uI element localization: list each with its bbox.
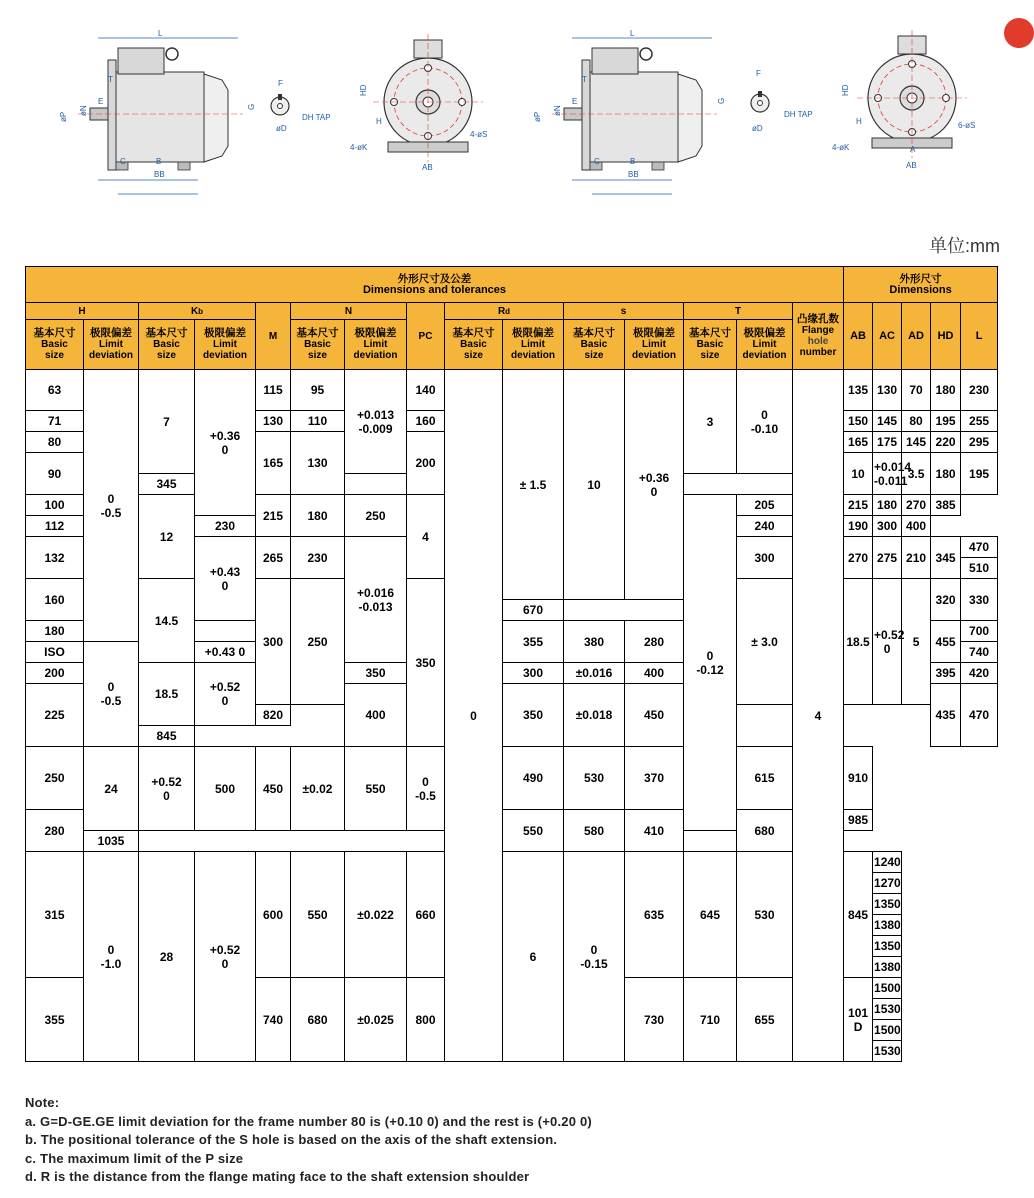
cell-n-dev: +0.013 -0.009 [345, 370, 407, 474]
cell-h: 355 [26, 978, 84, 1062]
cell-l: 400 [902, 516, 931, 537]
cell-n-dev: ±0.016 [564, 663, 625, 684]
end-view-1 [373, 34, 483, 162]
cell-n-dev: +0.014 -0.011 [873, 453, 902, 495]
cell-l: 385 [931, 495, 961, 516]
notes [25, 1094, 592, 1187]
cell-pc: 160 [407, 411, 445, 432]
cell-k: 12 [139, 495, 195, 579]
label-A-2: A [910, 145, 916, 154]
cell-h: 280 [26, 810, 84, 852]
cell-r-dev: ± 3.0 [737, 579, 793, 705]
label-H-1: H [376, 117, 382, 126]
cell-hd: 270 [902, 495, 931, 516]
cell-ab: 180 [931, 453, 961, 495]
header-flange: 凸缘孔数 Flange hole number [793, 303, 844, 370]
cell-m: 350 [345, 663, 407, 684]
cell-ad: 655 [737, 978, 793, 1062]
cell-hd: 195 [931, 411, 961, 432]
cell-h-dev: 0 -0.5 [84, 642, 139, 747]
cell-pc: 400 [625, 663, 684, 684]
cell-hd: 101 D [844, 978, 873, 1062]
cell-h: 71 [26, 411, 84, 432]
label-K-2: 4-øK [832, 143, 850, 152]
cell-l: 820 [256, 705, 291, 726]
note-b: b. The positional tolerance of the S hole is based on the axis of the shaft extension. [25, 1132, 558, 1148]
label-BB-2: BB [628, 170, 639, 179]
cell-ac: 420 [961, 663, 998, 684]
dimensions-table [25, 266, 998, 1062]
label-T-1: T [108, 75, 113, 84]
cell-l: 1035 [84, 831, 139, 852]
cell-ab: 205 [737, 495, 793, 516]
header-limit-dev: 极限偏差 Limit deviation [625, 320, 684, 370]
unit-label: 单位:mm [929, 236, 1000, 256]
cell-pc: 800 [407, 978, 445, 1062]
end-view-2 [857, 30, 967, 158]
header-basic-size: 基本尺寸 Basic size [26, 320, 84, 370]
cell-h-dev: 0 -0.5 [84, 370, 139, 642]
label-G-1: G [247, 103, 256, 110]
cell-n: 250 [291, 579, 345, 705]
cell-k-dev: +0.43 0 [195, 642, 256, 663]
cell-pc: 300 [737, 537, 793, 579]
cell-h: 90 [26, 453, 84, 495]
cell-l: 700 [961, 621, 998, 642]
cell-ab: 230 [195, 516, 256, 537]
cell-n: 550 [291, 852, 345, 978]
cell-n: 450 [256, 747, 291, 831]
cell-n: 350 [503, 684, 564, 747]
cell-ad: 190 [844, 516, 873, 537]
cell-n-dev: +0.016 -0.013 [345, 537, 407, 663]
cell-l: 670 [503, 600, 564, 621]
cell-r: 0 [445, 370, 503, 1062]
header-basic-size: 基本尺寸 Basic size [684, 320, 737, 370]
cell-ab: 730 [625, 978, 684, 1062]
cell-hd: 845 [844, 852, 873, 978]
cell-l: 510 [961, 558, 998, 579]
cell-n: 680 [291, 978, 345, 1062]
cell-h: 100 [26, 495, 84, 516]
cell-pc: 250 [345, 495, 407, 537]
note-c: c. The maximum limit of the P size [25, 1150, 244, 1166]
cell-s-dev: +0.36 0 [625, 370, 684, 600]
header-PC: PC [407, 303, 445, 370]
cell-l: 1350 [873, 936, 902, 957]
cell-h-dev: 0 -0.5 [407, 747, 445, 831]
label-DH-2: DH TAP [784, 110, 813, 119]
label-P-2: øP [533, 111, 542, 122]
cell-s-dev: +0.52 0 [873, 579, 902, 705]
cell-k: 18.5 [139, 663, 195, 726]
cell-n: 300 [503, 663, 564, 684]
label-E-1: E [98, 97, 104, 106]
cell-s: 10 [564, 370, 625, 600]
cell-m: 740 [256, 978, 291, 1062]
cell-ac: 275 [873, 537, 902, 579]
cell-ad: 530 [737, 852, 793, 978]
label-L-2: L [630, 29, 635, 38]
header-AB: AB [844, 303, 873, 370]
cell-ac: 380 [564, 621, 625, 663]
header-N: N [291, 303, 407, 320]
label-L-1: L [158, 29, 163, 38]
cell-hd: 345 [931, 537, 961, 579]
cell-h: 315 [26, 852, 84, 978]
cell-k-dev [195, 621, 256, 642]
label-G-2: G [717, 97, 726, 104]
cell-n-dev: ±0.025 [345, 978, 407, 1062]
cell-ad: 80 [902, 411, 931, 432]
cell-ab: 435 [931, 684, 961, 747]
cell-m: 600 [256, 852, 291, 978]
cell-h: 63 [26, 370, 84, 411]
cell-t: 6 [503, 852, 564, 1062]
header-AD: AD [902, 303, 931, 370]
cell-m: 400 [345, 684, 407, 747]
label-N-1: øN [79, 105, 88, 116]
header-T: T [684, 303, 793, 320]
label-P-1: øP [59, 111, 68, 122]
cell-ab: 150 [844, 411, 873, 432]
cell-pc: 450 [625, 684, 684, 747]
header-dims: 外形尺寸 Dimensions [844, 267, 998, 303]
cell-l: 985 [844, 810, 873, 831]
header-M: M [256, 303, 291, 370]
cell-pc: 660 [407, 852, 445, 978]
cell-k: 7 [139, 370, 195, 474]
label-F-2: F [756, 69, 761, 78]
cell-k-dev: +0.36 0 [195, 370, 256, 516]
cell-m: 300 [256, 579, 291, 705]
cell-k: 24 [84, 747, 139, 831]
cell-ab: 490 [503, 747, 564, 810]
header-limit-dev: 极限偏差 Limit deviation [345, 320, 407, 370]
cell-t-dev: 0 -0.10 [737, 370, 793, 474]
cell-n: 110 [291, 411, 345, 432]
cell-h: 112 [26, 516, 84, 537]
header-basic-size: 基本尺寸 Basic size [564, 320, 625, 370]
label-C-2: C [594, 157, 600, 166]
cell-t: 3 [684, 370, 737, 474]
label-H-2: H [856, 117, 862, 126]
cell-ac: 645 [684, 852, 737, 978]
label-D-1: øD [276, 124, 287, 133]
cell-t-dev: 0 -0.15 [564, 852, 625, 1062]
cell-ad: 210 [902, 537, 931, 579]
cell-m: 115 [256, 370, 291, 411]
corner-accent-badge [1004, 18, 1034, 48]
cell-ac: 240 [737, 516, 793, 537]
label-B-2: B [630, 157, 636, 166]
cell-hd: 455 [931, 621, 961, 663]
label-AB-1: AB [422, 163, 433, 172]
cell-l: 740 [961, 642, 998, 663]
cell-ab: 635 [625, 852, 684, 978]
label-D-2: øD [752, 124, 763, 133]
table-row [26, 852, 998, 873]
header-AC: AC [873, 303, 902, 370]
cell-pc: 200 [407, 432, 445, 495]
cell-s: 18.5 [844, 579, 873, 705]
table-row [26, 370, 998, 411]
cell-hd: 680 [737, 810, 793, 852]
header-basic-size: 基本尺寸 Basic size [291, 320, 345, 370]
cell-l: 910 [844, 747, 873, 810]
header-limit-dev: 极限偏差 Limit deviation [503, 320, 564, 370]
cell-h: 80 [26, 432, 84, 453]
cell-ad: 145 [902, 432, 931, 453]
note-d: d. R is the distance from the flange mating face to the shaft extension shoulder [25, 1169, 530, 1185]
cell-ac: 470 [961, 684, 998, 747]
header-dims-tolerances: 外形尺寸及公差 Dimensions and tolerances [26, 267, 844, 303]
label-DH-1: DH TAP [302, 113, 331, 122]
label-HD-2: HD [841, 84, 850, 96]
header-L: L [961, 303, 998, 370]
cell-ad: 70 [902, 370, 931, 411]
cell-l: 255 [961, 411, 998, 432]
cell-m: 130 [256, 411, 291, 432]
cell-m: 165 [256, 432, 291, 495]
label-T-2: T [582, 75, 587, 84]
cell-h: 200 [26, 663, 84, 684]
cell-h: 160 [26, 579, 84, 621]
cell-t: 5 [902, 579, 931, 705]
label-K-1: 4-øK [350, 143, 368, 152]
label-BB-1: BB [154, 170, 165, 179]
cell-l: 1500 [873, 1020, 902, 1041]
cell-pc: 350 [407, 579, 445, 747]
header-R: $R^d$ [445, 303, 564, 320]
cell-ab: 135 [844, 370, 873, 411]
cell-l: 1500 [873, 978, 902, 999]
label-HD-1: HD [359, 84, 368, 96]
cell-k: 14.5 [139, 579, 195, 663]
header-row-2 [26, 303, 998, 320]
technical-drawings [0, 0, 1020, 200]
cell-ac: 175 [873, 432, 902, 453]
cell-m: 215 [256, 495, 291, 537]
cell-hd: 180 [931, 370, 961, 411]
cell-l: 1530 [873, 1041, 902, 1062]
cell-ad: 280 [625, 621, 684, 663]
cell-ab: 165 [844, 432, 873, 453]
header-HD: HD [931, 303, 961, 370]
cell-n: 180 [291, 495, 345, 537]
notes-title: Note: [25, 1095, 60, 1110]
cell-ab: 270 [844, 537, 873, 579]
cell-pc: 140 [407, 370, 445, 411]
cell-flange: 4 [793, 370, 844, 1062]
cell-l: 1380 [873, 915, 902, 936]
header-limit-dev: 极限偏差 Limit deviation [84, 320, 139, 370]
cell-hd: 300 [873, 516, 902, 537]
cell-h: 225 [26, 684, 84, 747]
cell-h: 132 [26, 537, 84, 579]
cell-r-dev: ± 1.5 [503, 370, 564, 600]
header-basic-size: 基本尺寸 Basic size [139, 320, 195, 370]
cell-ac: 215 [844, 495, 873, 516]
header-K: $K^b$ [139, 303, 256, 320]
cell-k: 28 [139, 852, 195, 1062]
label-C-1: C [120, 157, 126, 166]
label-N-2: øN [553, 105, 562, 116]
label-E-2: E [572, 97, 578, 106]
cell-k-dev: +0.52 0 [139, 747, 195, 831]
cell-ad: 410 [625, 810, 684, 852]
cell-ac: 530 [564, 747, 625, 810]
cell-m: 500 [195, 747, 256, 831]
table-row [26, 747, 998, 810]
cell-l: 1270 [873, 873, 902, 894]
cell-n-dev: ±0.022 [345, 852, 407, 978]
cell-k-dev: +0.43 0 [195, 537, 256, 621]
cell-n: 230 [291, 537, 345, 579]
cell-l: 1380 [873, 957, 902, 978]
label-AB-2: AB [906, 161, 917, 170]
cell-ac: 195 [961, 453, 998, 495]
header-basic-size: 基本尺寸 Basic size [445, 320, 503, 370]
cell-ac: 710 [684, 978, 737, 1062]
cell-ad: 180 [873, 495, 902, 516]
cell-k: 10 [844, 453, 873, 495]
cell-l: 1350 [873, 894, 902, 915]
cell-l: 345 [139, 474, 195, 495]
label-B-1: B [156, 157, 162, 166]
cell-ac: 130 [873, 370, 902, 411]
header-S: s [564, 303, 684, 320]
cell-t: 4 [407, 495, 445, 579]
cell-h: 180 [26, 621, 84, 642]
cell-ab: 550 [503, 810, 564, 852]
cell-h: ISO [26, 642, 84, 663]
cell-pc: 550 [345, 747, 407, 831]
cell-l: 230 [961, 370, 998, 411]
cell-l: 1530 [873, 999, 902, 1020]
cell-ad: 370 [625, 747, 684, 810]
cell-l: 470 [961, 537, 998, 558]
header-limit-dev: 极限偏差 Limit deviation [195, 320, 256, 370]
cell-k-dev: +0.52 0 [195, 852, 256, 1062]
cell-ac: 145 [873, 411, 902, 432]
cell-hd: 220 [931, 432, 961, 453]
cell-l: 295 [961, 432, 998, 453]
cell-n-dev: ±0.02 [291, 747, 345, 831]
header-limit-dev: 极限偏差 Limit deviation [737, 320, 793, 370]
cell-l: 1240 [873, 852, 902, 873]
cell-ab: 320 [931, 579, 961, 621]
cell-ac: 330 [961, 579, 998, 621]
cell-t: 3.5 [902, 453, 931, 495]
cell-t-dev: 0 -0.12 [684, 495, 737, 831]
cell-m: 265 [256, 537, 291, 579]
shaft-end-2 [751, 91, 769, 112]
header-row-1 [26, 267, 998, 303]
label-S-2: 6-øS [958, 121, 976, 130]
cell-h-dev: 0 -1.0 [84, 852, 139, 1062]
cell-ab: 355 [503, 621, 564, 663]
cell-n: 95 [291, 370, 345, 411]
cell-ac: 580 [564, 810, 625, 852]
label-S-1: 4-øS [470, 130, 488, 139]
label-F-1: F [278, 79, 283, 88]
cell-hd: 615 [737, 747, 793, 810]
shaft-end-1 [271, 94, 289, 115]
note-a: a. G=D-GE.GE limit deviation for the frame number 80 is (+0.10 0) and the rest is (+0.20 0) [25, 1113, 592, 1129]
cell-l: 845 [139, 726, 195, 747]
cell-ab: 395 [931, 663, 961, 684]
cell-k-dev: +0.52 0 [195, 663, 256, 726]
header-H: H [26, 303, 139, 320]
cell-h: 250 [26, 747, 84, 810]
cell-n: 130 [291, 432, 345, 495]
cell-n-dev: ±0.018 [564, 684, 625, 747]
